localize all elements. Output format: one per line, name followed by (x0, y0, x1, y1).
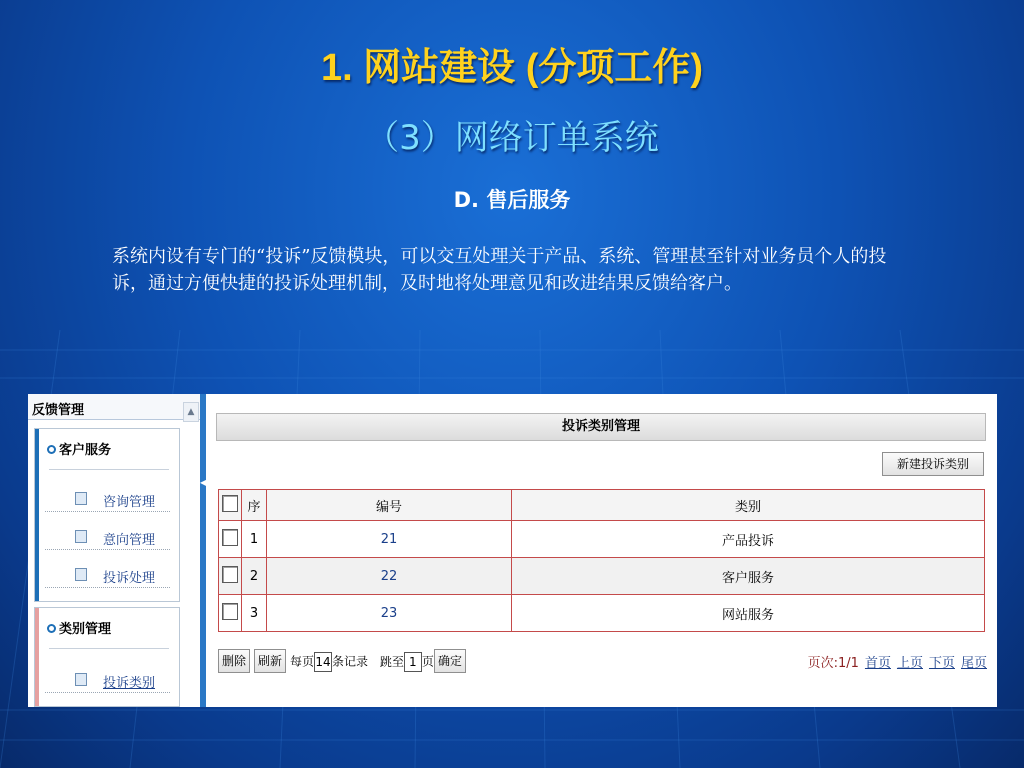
sidebar (28, 394, 200, 707)
sidebar-group-customer-service (34, 428, 180, 602)
scroll-up-button[interactable]: ▲ (183, 402, 199, 422)
circle-bullet-icon (47, 624, 56, 633)
row-code: 21 (267, 521, 512, 558)
first-page-link[interactable]: 首页 (864, 656, 891, 671)
page-title: 投诉类别管理 (216, 413, 986, 441)
group-title[interactable]: 客户服务 (47, 439, 111, 458)
row-index: 3 (242, 595, 267, 632)
row-code: 23 (267, 595, 512, 632)
jump-page-input[interactable]: 1 (404, 652, 422, 672)
table-header-row (219, 490, 985, 521)
row-checkbox-cell (219, 595, 242, 632)
sidebar-header (28, 394, 200, 420)
refresh-button[interactable]: 刷新 (254, 649, 286, 673)
row-category: 客户服务 (512, 558, 985, 595)
row-code: 22 (267, 558, 512, 595)
confirm-button[interactable]: 确定 (434, 649, 466, 673)
group-title[interactable]: 类别管理 (47, 618, 111, 637)
row-category: 网站服务 (512, 595, 985, 632)
select-all-cell (219, 490, 242, 521)
jump-suffix: 页 (421, 654, 434, 669)
delete-button[interactable]: 删除 (218, 649, 250, 673)
page-info: 页次:1/1 (807, 656, 859, 671)
group-accent-bar (35, 429, 39, 601)
per-page-control (290, 652, 434, 672)
sidebar-item-consult[interactable]: 咨询管理 (45, 489, 170, 512)
pagination (808, 652, 987, 671)
sidebar-title: 反馈管理 (32, 403, 85, 418)
circle-bullet-icon (47, 445, 56, 454)
per-page-label: 每页 (290, 654, 315, 669)
row-checkbox-cell (219, 521, 242, 558)
row-category: 产品投诉 (512, 521, 985, 558)
main-content (206, 394, 997, 707)
document-icon (75, 673, 87, 686)
table-row (219, 595, 985, 632)
column-header-index: 序 (242, 490, 267, 521)
collapse-arrow-icon: ◀ (200, 478, 207, 487)
sidebar-item-complaint-category[interactable]: 投诉类别 (45, 670, 170, 693)
row-checkbox[interactable] (222, 566, 238, 583)
sidebar-group-category (34, 607, 180, 707)
next-page-link[interactable]: 下页 (928, 656, 955, 671)
document-icon (75, 530, 87, 543)
document-icon (75, 492, 87, 505)
select-all-checkbox[interactable] (222, 495, 238, 512)
row-index: 2 (242, 558, 267, 595)
table-row (219, 558, 985, 595)
row-checkbox-cell (219, 558, 242, 595)
per-page-suffix: 条记录 (332, 654, 369, 669)
slide-subtitle: （3）网络订单系统 (365, 118, 659, 158)
column-header-code: 编号 (267, 490, 512, 521)
description-paragraph: 系统内设有专门的“投诉”反馈模块，可以交互处理关于产品、系统、管理甚至针对业务员个人的投诉，通过方便快捷的投诉处理机制，及时地将处理意见和改进结果反馈给客户。 (112, 246, 887, 294)
row-checkbox[interactable] (222, 603, 238, 620)
new-category-button[interactable]: 新建投诉类别 (882, 452, 984, 476)
sidebar-item-intent[interactable]: 意向管理 (45, 527, 170, 550)
row-checkbox[interactable] (222, 529, 238, 546)
prev-page-link[interactable]: 上页 (896, 656, 923, 671)
column-header-category: 类别 (512, 490, 985, 521)
table-row (219, 521, 985, 558)
per-page-input[interactable]: 14 (314, 652, 332, 672)
jump-label: 跳至 (379, 654, 404, 669)
category-table (218, 489, 985, 632)
last-page-link[interactable]: 尾页 (960, 656, 987, 671)
slide-title: 1. 网站建设 (分项工作) (320, 47, 704, 89)
divider (49, 648, 169, 649)
document-icon (75, 568, 87, 581)
row-index: 1 (242, 521, 267, 558)
sidebar-item-complaints[interactable]: 投诉处理 (45, 565, 170, 588)
screenshot-panel (28, 394, 997, 707)
group-accent-bar (35, 608, 39, 706)
section-heading: D. 售后服务 (453, 188, 571, 212)
divider (49, 469, 169, 470)
